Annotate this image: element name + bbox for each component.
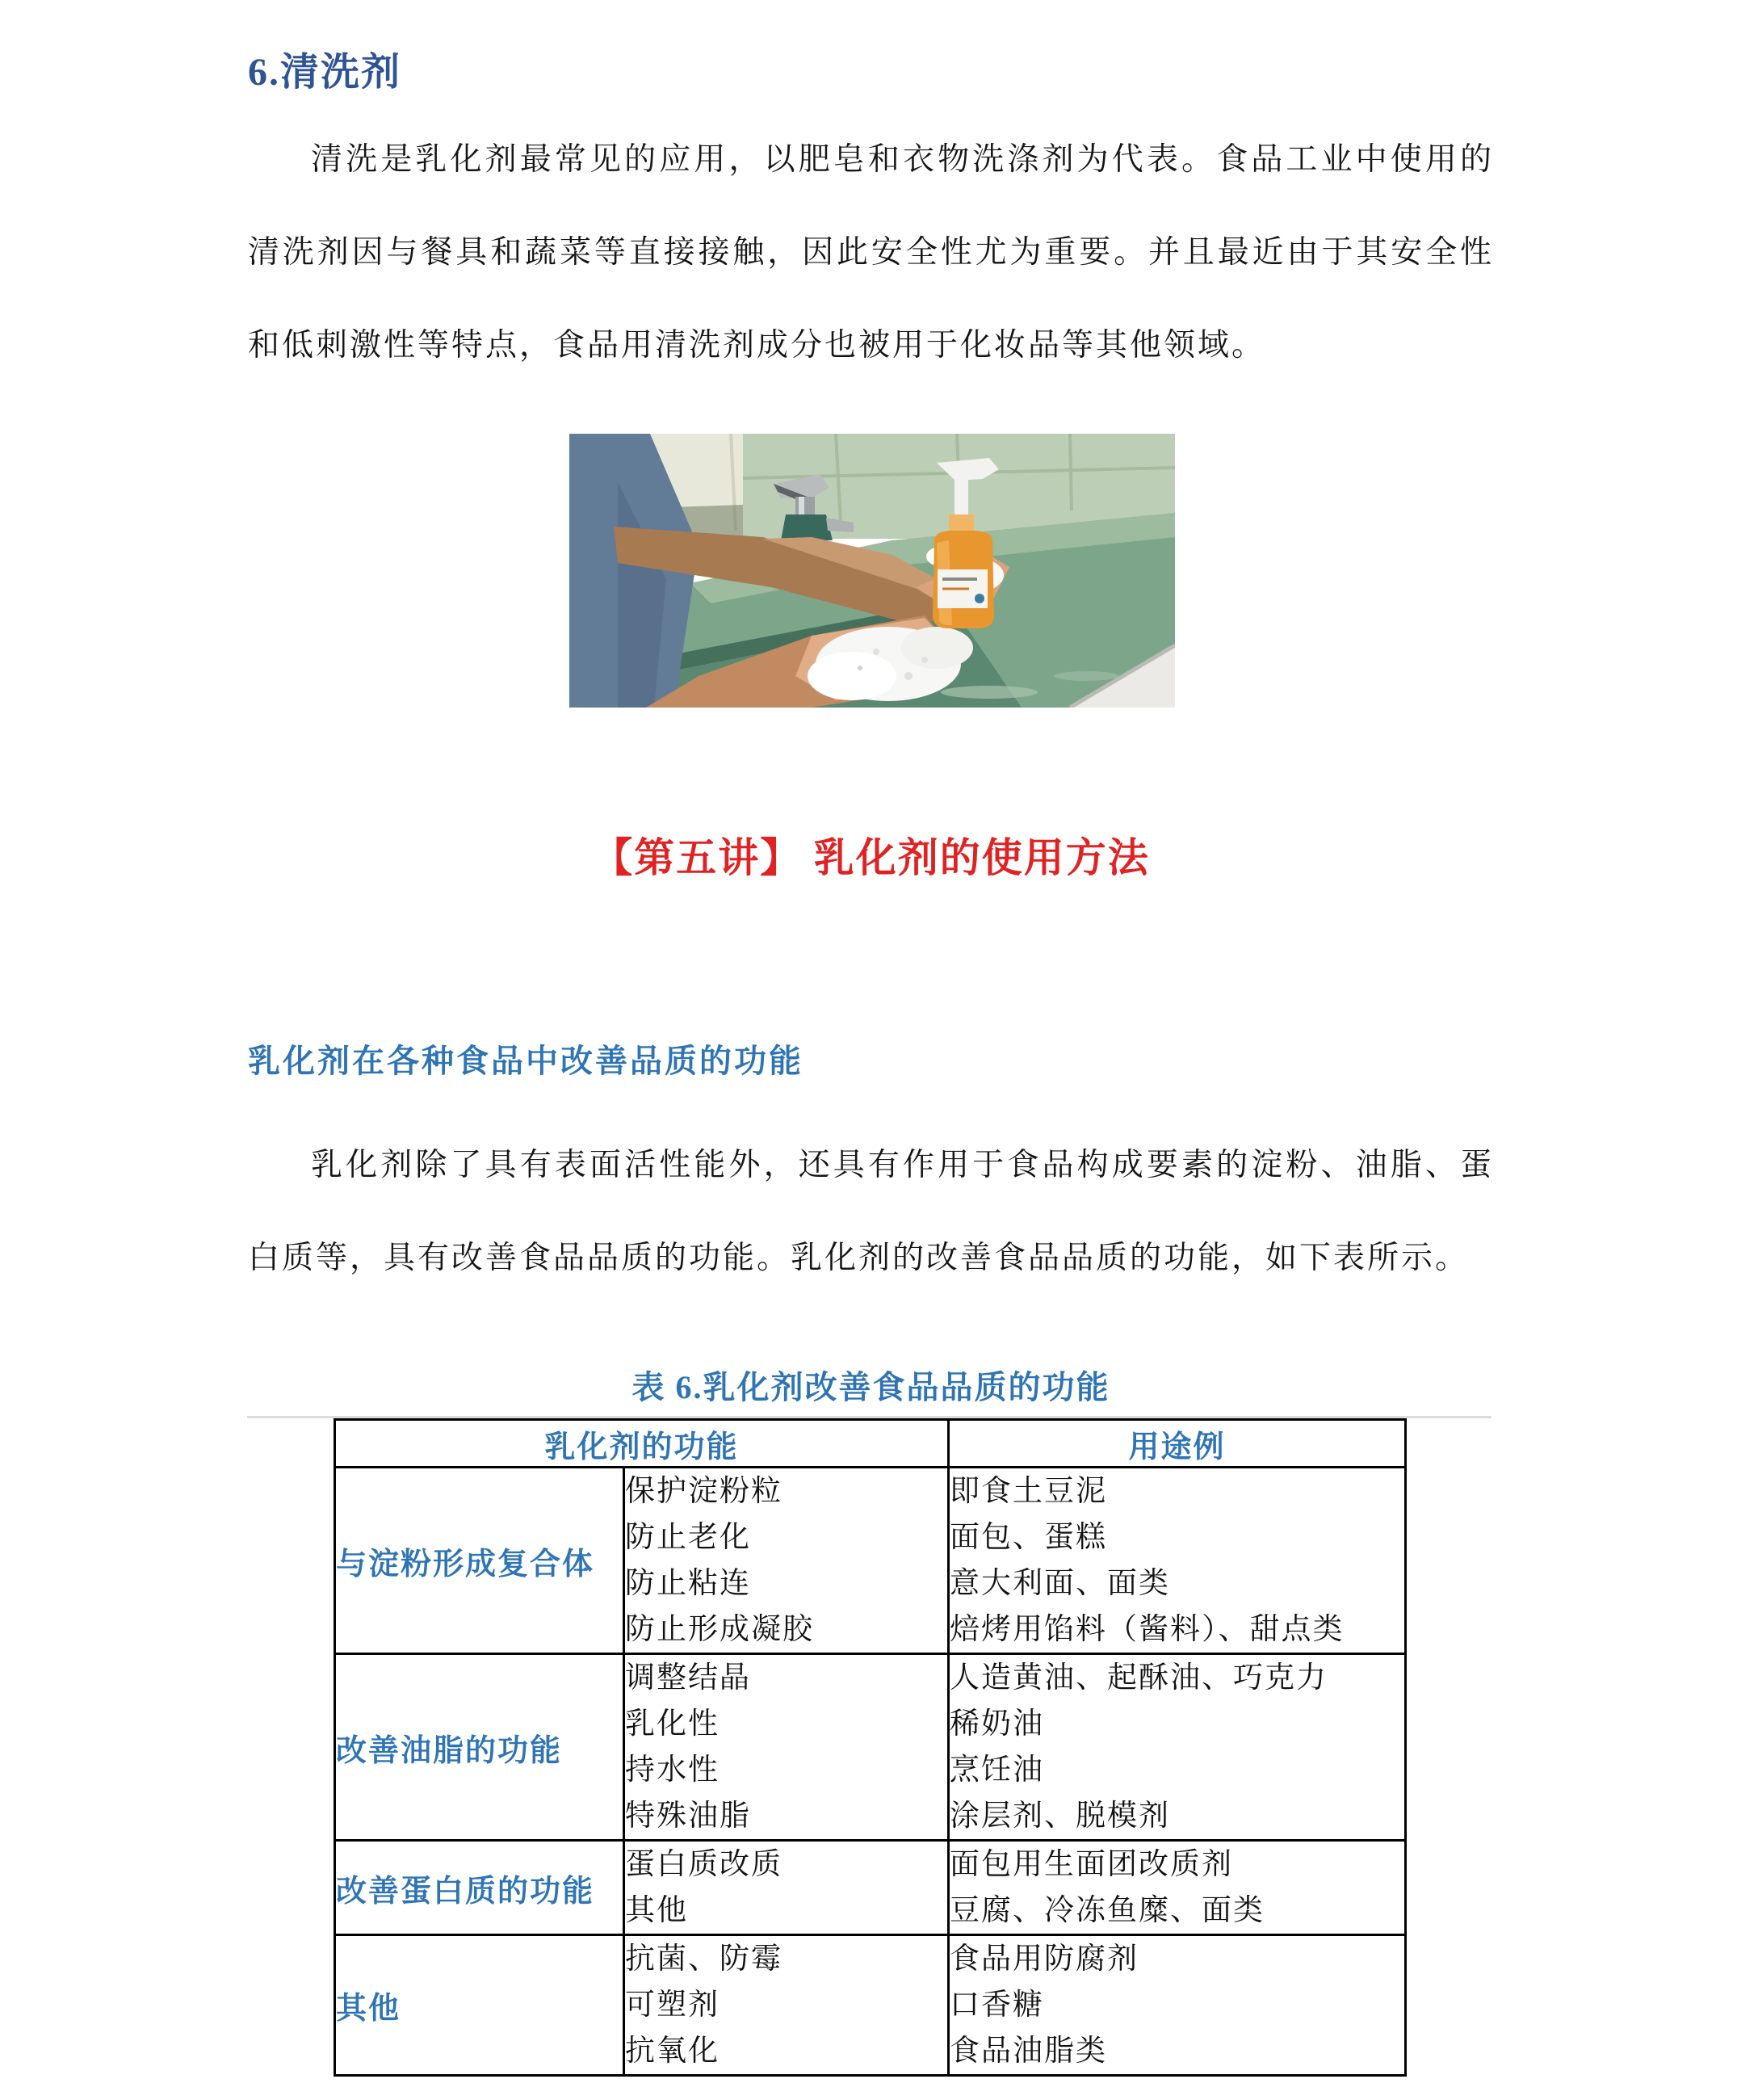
cell-line: 稀奶油	[950, 1707, 1045, 1741]
cell-line: 防止粘连	[625, 1567, 751, 1600]
row-examples	[949, 1468, 1406, 1654]
table-caption: 表 6.乳化剂改善食品品质的功能	[631, 1369, 1110, 1405]
cell-line: 特殊油脂	[625, 1800, 751, 1833]
table-header-row	[335, 1420, 1406, 1468]
table-row	[335, 1841, 1406, 1935]
cell-line: 保护淀粉粒	[625, 1475, 782, 1508]
cell-line: 蛋白质改质	[625, 1848, 782, 1881]
cell-line: 涂层剂、脱模剂	[950, 1800, 1171, 1833]
cell-line: 调整结晶	[625, 1661, 751, 1695]
cell-line: 食品油脂类	[950, 2035, 1108, 2068]
handwashing-photo	[569, 434, 1175, 708]
row-functions	[624, 1935, 949, 2076]
cell-line: 抗菌、防霉	[625, 1942, 782, 1976]
cell-line: 口香糖	[950, 1989, 1045, 2022]
row-category: 改善油脂的功能	[335, 1654, 624, 1841]
row-functions	[624, 1468, 949, 1654]
row-category: 与淀粉形成复合体	[335, 1468, 624, 1654]
table-row	[335, 1654, 1406, 1841]
subsection-heading: 乳化剂在各种食品中改善品质的功能	[248, 1043, 803, 1079]
row-examples	[949, 1935, 1406, 2076]
cell-line: 即食土豆泥	[950, 1475, 1108, 1508]
cell-line: 面包、蛋糕	[950, 1521, 1108, 1554]
cell-line: 烹饪油	[950, 1754, 1045, 1787]
cell-line: 防止老化	[625, 1521, 751, 1554]
cell-line: 抗氧化	[625, 2035, 720, 2068]
cell-line: 焙烤用馅料（酱料）、甜点类	[950, 1613, 1345, 1646]
row-examples	[949, 1841, 1406, 1935]
cell-line: 乳化性	[625, 1707, 720, 1741]
cell-line: 豆腐、冷冻鱼糜、面类	[950, 1894, 1265, 1927]
section-heading: 6.清洗剂	[248, 51, 402, 94]
cell-line: 防止形成凝胶	[625, 1613, 814, 1646]
paragraph-emulsifier-functions: 乳化剂除了具有表面活性能外，还具有作用于食品构成要素的淀粉、油脂、蛋白质等，具有改善食品品质的功能。乳化剂的改善食品品质的功能，如下表所示。	[248, 1148, 1494, 1275]
table-row	[335, 1935, 1406, 2076]
cell-line: 面包用生面团改质剂	[950, 1848, 1234, 1881]
cell-line: 可塑剂	[625, 1989, 720, 2022]
cell-line: 其他	[625, 1894, 688, 1927]
row-examples	[949, 1654, 1406, 1841]
row-functions	[624, 1841, 949, 1935]
handwashing-illustration	[569, 434, 1175, 708]
row-category: 其他	[335, 1935, 624, 2076]
table-row	[335, 1468, 1406, 1654]
row-category: 改善蛋白质的功能	[335, 1841, 624, 1935]
cell-line: 持水性	[625, 1754, 720, 1787]
paragraph-cleaning-agents: 清洗是乳化剂最常见的应用，以肥皂和衣物洗涤剂为代表。食品工业中使用的清洗剂因与餐具和蔬菜等直接接触，因此安全性尤为重要。并且最近由于其安全性和低刺激性等特点，食品用清洗剂成分也被用于化妆品等其他领域。	[248, 142, 1494, 363]
cell-line: 食品用防腐剂	[950, 1942, 1139, 1976]
cell-line: 人造黄油、起酥油、巧克力	[950, 1661, 1328, 1695]
emulsifier-function-table	[334, 1418, 1407, 2077]
row-functions	[624, 1654, 949, 1841]
lecture-heading: 【第五讲】 乳化剂的使用方法	[592, 835, 1150, 880]
cell-line: 意大利面、面类	[950, 1567, 1171, 1600]
header-function: 乳化剂的功能	[335, 1420, 949, 1468]
header-usage: 用途例	[949, 1420, 1406, 1468]
